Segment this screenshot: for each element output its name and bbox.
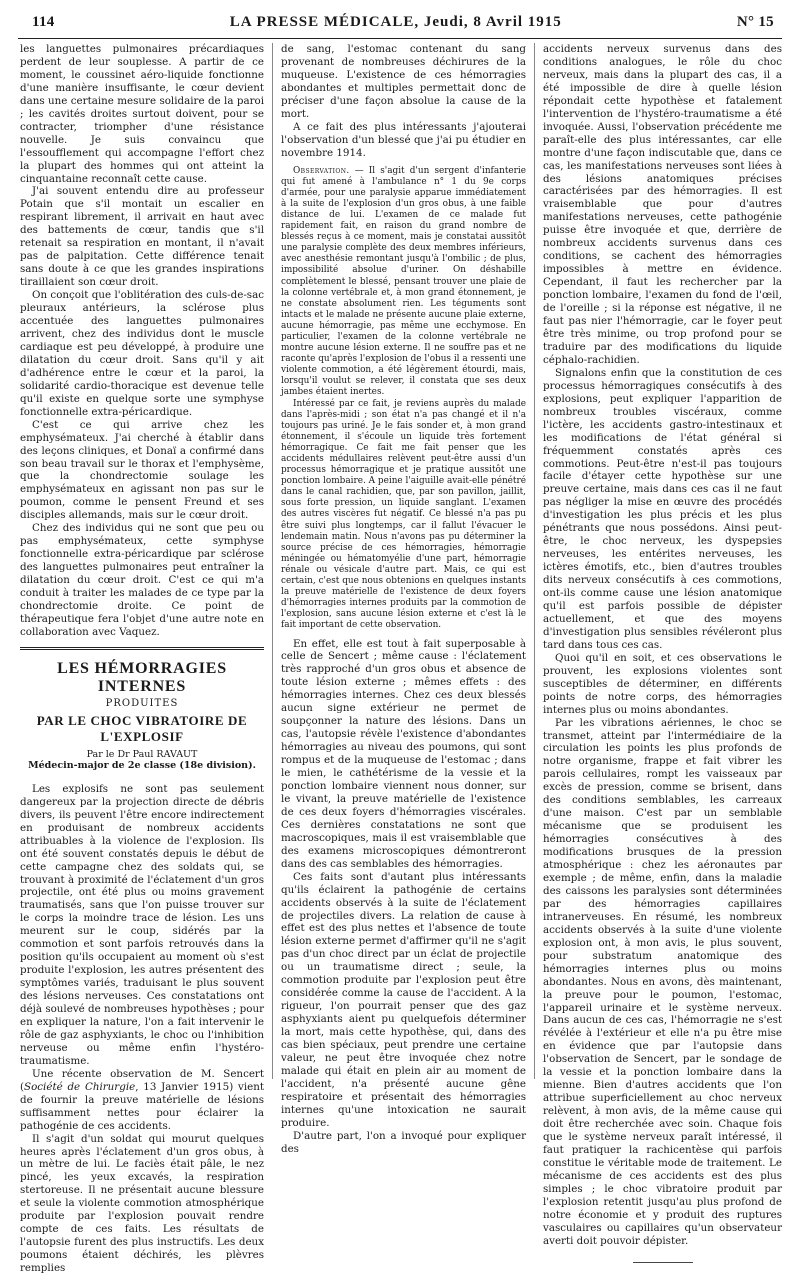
author-role: Médecin-major de 2e classe (18e division). [28, 759, 256, 771]
paragraph: C'est ce qui arrive chez les emphysémateux. J'ai cherché à établir dans des leçons cliniques, et Donaï a confirmé dans son beau travail sur le thorax et l'emphysème, que la chondrectomie soulage les emphysémateux en agissant non pas sur le poumon, comme le pensent Freund et ses disciples allemands, mais sur le cœur droit. [20, 418, 264, 522]
paragraph: les languettes pulmonaires précardiaques perdent de leur souplesse. A partir de ce moment, le coussinet aéro-liquide fonctionne d'une manière insuffisante, le cœur devient dans une certaine mesure solidaire de la paroi ; les cavités droites surtout doivent, pour se contracter, triompher d'une résistance nouvelle. Je suis convaincu que l'essoufflement qui accompagne l'effort chez la plupart des hommes qui ont atteint la cinquantaine reconnaît cette cause. [20, 43, 264, 185]
paragraph: D'autre part, l'on a invoqué pour expliquer des [281, 1129, 526, 1155]
paragraph: Signalons enfin que la constitution de ces processus hémorragiques consécutifs à des explosions, peut expliquer l'apparition de nombreux troubles viscéraux, comme l'ictère, les accidents gastro-intestinaux et les modifications de l'état général si fréquemment constatés après ces commotions. Peut-être n'est-il pas toujours facile d'étayer cette hypothèse sur une preuve certaine, mais dans ces cas il ne faut pas négliger la mise en œuvre des procédés d'investigation les plus précis et les plus pénétrants que nous possédons. Ainsi peut-être, le choc nerveux, les dyspepsies nerveuses, les entérites nerveuses, les ictères émotifs, etc., bien d'autres troubles dits nerveux consécutifs à ces commotions, ont-ils comme cause une lésion anatomique qu'il est parfois possible de dépister actuellement, et que des moyens d'investigation plus sensibles révéleront plus tard dans tous ces cas. [543, 366, 782, 651]
paragraph: Par les vibrations aériennes, le choc se transmet, atteint par l'intermédiaire de la circulation les points les plus profonds de notre organisme, frappe et fait vibrer les parois cellulaires, rompt les vaisseaux par excès de pression, comme se brisent, dans des conditions semblables, les carreaux d'une maison. C'est par un semblable mécanisme que se produisent les hémorragies consécutives à des modifications brusques de la pression atmosphérique : chez les aéronautes par exemple ; de même, enfin, dans la maladie des caissons les paralysies sont déterminées par des hémorragies capillaires intranerveuses. En résumé, les nombreux accidents observés à la suite d'une violente explosion ont, à mon avis, le plus souvent, pour substratum anatomique des hémorragies internes plus ou moins abondantes. Nous en avons, dès maintenant, la preuve pour le poumon, l'estomac, l'appareil urinaire et le système nerveux. Dans aucun de ces cas, l'hémorragie ne s'est révélée à l'extérieur et elle n'a pu être mise en évidence que par l'autopsie dans l'observation de Sencert, par le sondage de la vessie et la ponction lombaire dans la mienne. Bien d'autres accidents que l'on attribue superficiellement au choc nerveux relèvent, à mon avis, de la même cause qui doit être recherchée avec soin. Chaque fois que le système nerveux paraît intéressé, il faut pratiquer la rachicentèse qui parfois constitue le véritable mode de traitement. Le mécanisme de ces accidents est des plus simples ; le choc vibratoire produit par l'explosion retentit jusqu'au plus profond de notre économie et y produit des ruptures vasculaires ou capillaires qu'un observateur averti doit pouvoir dépister. [543, 716, 782, 1247]
end-rule [633, 1262, 693, 1263]
paragraph: On conçoit que l'oblitération des culs-de-sac pleuraux antérieurs, la sclérose plus accentuée des languettes pulmonaires arrivent, chez des individus dont le muscle cardiaque est peu développé, à produire une dilatation du cœur droit. Sans qu'il y ait d'adhérence entre le cœur et la paroi, la solidarité cardio-thoracique est devenue telle qu'il existe en quelque sorte une symphyse fonctionnelle extra-péricardique. [20, 289, 264, 418]
observation-paragraph: Intéressé par ce fait, je reviens auprès du malade dans l'après-midi ; son état n'a pas changé et il n'a toujours pas uriné. Je le fais sonder et, à mon grand étonnement, il s'écoule un liquide très fortement hémorragique. Ce fait me fait penser que les accidents médullaires relèvent peut-être aussi d'un processus hémorragique et je pratique aussitôt une ponction lombaire. A peine l'aiguille avait-elle pénétré dans le canal rachidien, que, par son pavillon, jaillit, sous forte pression, un liquide sanglant. L'examen des autres viscères fut négatif. Ce blessé n'a pas pu être suivi plus longtemps, car il fallut l'évacuer le lendemain matin. Nous n'avons pas pu déterminer la source précise de ces hémorragies, hémorragie méningée ou hématomyélie d'une part, hémorragie rénale ou vésicale d'autre part. Mais, ce qui est certain, c'est que nous obtenions en quelques instants la preuve matérielle de l'existence de deux foyers d'hémorragies internes produits par la commotion de l'explosion, sans aucune lésion externe et c'est là le fait important de cette observation. [281, 398, 526, 631]
paragraph: accidents nerveux survenus dans des conditions analogues, le rôle du choc nerveux, mais dans la plupart des cas, il a été impossible de dire à quelle lésion répondait cette hypothèse et fatalement l'intervention de l'hystéro-traumatisme a été invoquée. Aussi, l'observation précédente me paraît-elle des plus intéressantes, car elle montre d'une façon indiscutable que, dans ce cas, les manifestations nerveuses sont liées à des lésions anatomiques précises caractérisées par des hémorragies. Il est vraisemblable que pour d'autres manifestations nerveuses, cette pathogénie puisse être invoquée et que, derrière de nombreux accidents survenus dans ces conditions, se cachent des hémorragies impossibles à mettre en évidence. Cependant, il faut les rechercher par la ponction lombaire, l'examen du fond de l'œil, de l'oreille ; si la réponse est négative, il ne faut pas nier l'hémorragie, car le foyer peut être très minime, ou trop profond pour se traduire par des modifications du liquide céphalo-rachidien. [543, 43, 782, 366]
paragraph: Quoi qu'il en soit, et ces observations le prouvent, les explosions violentes sont susceptibles de déterminer, en différents points de notre corps, des hémorragies internes plus ou moins abondantes. [543, 651, 782, 716]
header-rule [18, 38, 782, 39]
paragraph: de sang, l'estomac contenant du sang provenant de nombreuses déchirures de la muqueuse. L'existence de ces hémorragies abondantes et multiples permettait donc de préciser d'une façon absolue la cause de la mort. [281, 43, 526, 120]
citation-italic: Société de Chirurgie [24, 1080, 136, 1093]
paragraph: A ce fait des plus intéressants j'ajouterai l'observation d'un blessé que j'ai pu étudier en novembre 1914. [281, 120, 526, 159]
article-subtitle: PRODUITES [105, 697, 179, 709]
paragraph: Les explosifs ne sont pas seulement dangereux par la projection directe de débris divers, ils peuvent l'être encore indirectement en produisant de nombreux accidents attribuables à la violence de l'explosion. Ils ont été souvent constatés depuis le début de cette campagne chez des soldats qui, se trouvant à proximité de l'éclatement d'un gros projectile, ont été plus ou moins gravement traumatisés, sans que l'on puisse trouver sur le corps la moindre trace de lésion. Les uns meurent sur le coup, sidérés par la commotion et sont parfois retrouvés dans la position qu'ils occupaient au moment où s'est produite l'explosion, les autres présentent des symptômes variés, traduisant le plus souvent des lésions nerveuses. Ces constatations ont déjà soulevé de nombreuses hypothèses ; pour en expliquer la nature, l'on a fait intervenir le rôle de gaz asphyxiants, le choc ou l'inhibition nerveuse ou même enfin l'hystéro-traumatisme. [20, 782, 264, 1067]
page-number: 114 [32, 14, 55, 30]
issue-number: N° 15 [736, 14, 774, 30]
text-span: , 13 Janvier 1915) vient de fournir la preuve matérielle de lésions suffisamment nettes pour éclairer la pathogénie de ces accidents. [20, 1080, 264, 1132]
page-header [18, 14, 782, 34]
article-author: Par le Dr Paul RAVAUT [86, 748, 198, 760]
paragraph: En effet, elle est tout à fait superposable à celle de Sencert ; même cause : l'éclatement très rapproché d'un gros obus et absence de toute lésion externe ; mêmes effets : des hémorragies internes. Chez ces deux blessés aucun signe extérieur ne permet de soupçonner la nature des lésions. Dans un cas, l'autopsie révèle l'existence d'abondantes hémorragies au niveau des poumons, qui sont rompus et de la muqueuse de l'estomac ; dans le mien, le cathétérisme de la vessie et la ponction lombaire viennent nous donner, sur le vivant, la preuve matérielle de l'existence de ces deux foyers d'hémorragies viscérales. Ces dernières constatations ne sont que macroscopiques, mais il est vraisemblable que des examens microscopiques démontreront dans des cas semblables des hémorragies. [281, 637, 526, 870]
column-1 [18, 43, 272, 1275]
paragraph [20, 1068, 264, 1133]
observation-label: Observation. [293, 165, 350, 176]
column-2 [272, 43, 534, 1155]
text-span: — Il s'agit d'un sergent d'infanterie qui fut amené à l'ambulance n° 1 du 9e corps d'armée, pour une paralysie apparue immédiatement à la suite de l'explosion d'un gros obus, à une faible distance de lui. L'examen de ce malade fut rapidement fait, en raison du grand nombre de blessés reçus à ce moment, mais je constatai aussitôt une paralysie complète des deux membres inférieurs, avec anesthésie remontant jusqu'à l'ombilic ; de plus, impossibilité absolue d'uriner. On déshabille complètement le blessé, pensant trouver une plaie de la colonne vertébrale et, à mon grand étonnement, je ne constate absolument rien. Les téguments sont intacts et le malade ne présente aucune plaie externe, aucune hémorragie, pas même une ecchymose. En particulier, l'examen de la colonne vertébrale ne montre aucune lésion externe. Il ne souffre pas et ne raconte qu'après l'explosion de l'obus il a ressenti une violente commotion, a été légèrement étourdi, mais, lorsqu'il voulut se relever, il constata que ses deux jambes étaient inertes. [281, 165, 526, 398]
section-divider [20, 647, 264, 650]
observation-paragraph [281, 166, 526, 399]
column-3 [534, 43, 782, 1247]
article-title-line-2: PAR LE CHOC VIBRATOIRE DE L'EXPLOSIF [36, 712, 248, 744]
paragraph: Il s'agit d'un soldat qui mourut quelques heures après l'éclatement d'un gros obus, à un mètre de lui. Le faciès était pâle, le nez pincé, les yeux excavés, la respiration stertoreuse. Il ne présentait aucune blessure et seule la violente commotion atmosphérique produite par l'explosion pouvait rendre compte de ces faits. Les résultats de l'autopsie furent des plus instructifs. Les deux poumons étaient déchirés, les plèvres remplies [20, 1132, 264, 1275]
paragraph: Chez des individus qui ne sont que peu ou pas emphysémateux, cette symphyse fonctionnelle extra-péricardique par sclérose des languettes pulmonaires peut entraîner la dilatation du cœur droit. C'est ce qui m'a conduit à traiter les malades de ce type par la chondrectomie droite. Ce point de thérapeutique fera l'objet d'une autre note en collaboration avec Vaquez. [20, 522, 264, 638]
text-span: Une récente observation de M. Sencert ( [20, 1067, 264, 1093]
columns [18, 43, 782, 1275]
article-title: LES HÉMORRAGIES INTERNES [57, 659, 227, 695]
journal-title: LA PRESSE MÉDICALE, Jeudi, 8 Avril 1915 [229, 14, 562, 30]
paragraph: J'ai souvent entendu dire au professeur Potain que s'il montait un escalier en respirant librement, il arrivait en haut avec des battements de cœur, tandis que s'il retenait sa respiration en montant, il n'avait pas de palpitation. Cette différence tenait sans doute à ce que les grandes inspirations tiraillaient son cœur droit. [20, 185, 264, 289]
paragraph: Ces faits sont d'autant plus intéressants qu'ils éclairent la pathogénie de certains accidents observés à la suite de l'éclatement de projectiles divers. La relation de cause à effet est des plus nettes et l'absence de toute lésion externe permet d'affirmer qu'il ne s'agit pas d'un choc direct par un éclat de projectile ou un traumatisme direct ; seule, la commotion produite par l'explosion peut être considérée comme la cause de l'accident. A la rigueur, l'on pourrait penser que des gaz asphyxiants aient pu quelquefois déterminer la mort, mais cette hypothèse, qui, dans des cas bien spéciaux, peut prendre une certaine valeur, ne peut être invoquée chez notre malade qui était en plein air au moment de l'accident, n'a présenté aucune gêne respiratoire et présentait des hémorragies internes qu'une intoxication ne saurait produire. [281, 870, 526, 1129]
